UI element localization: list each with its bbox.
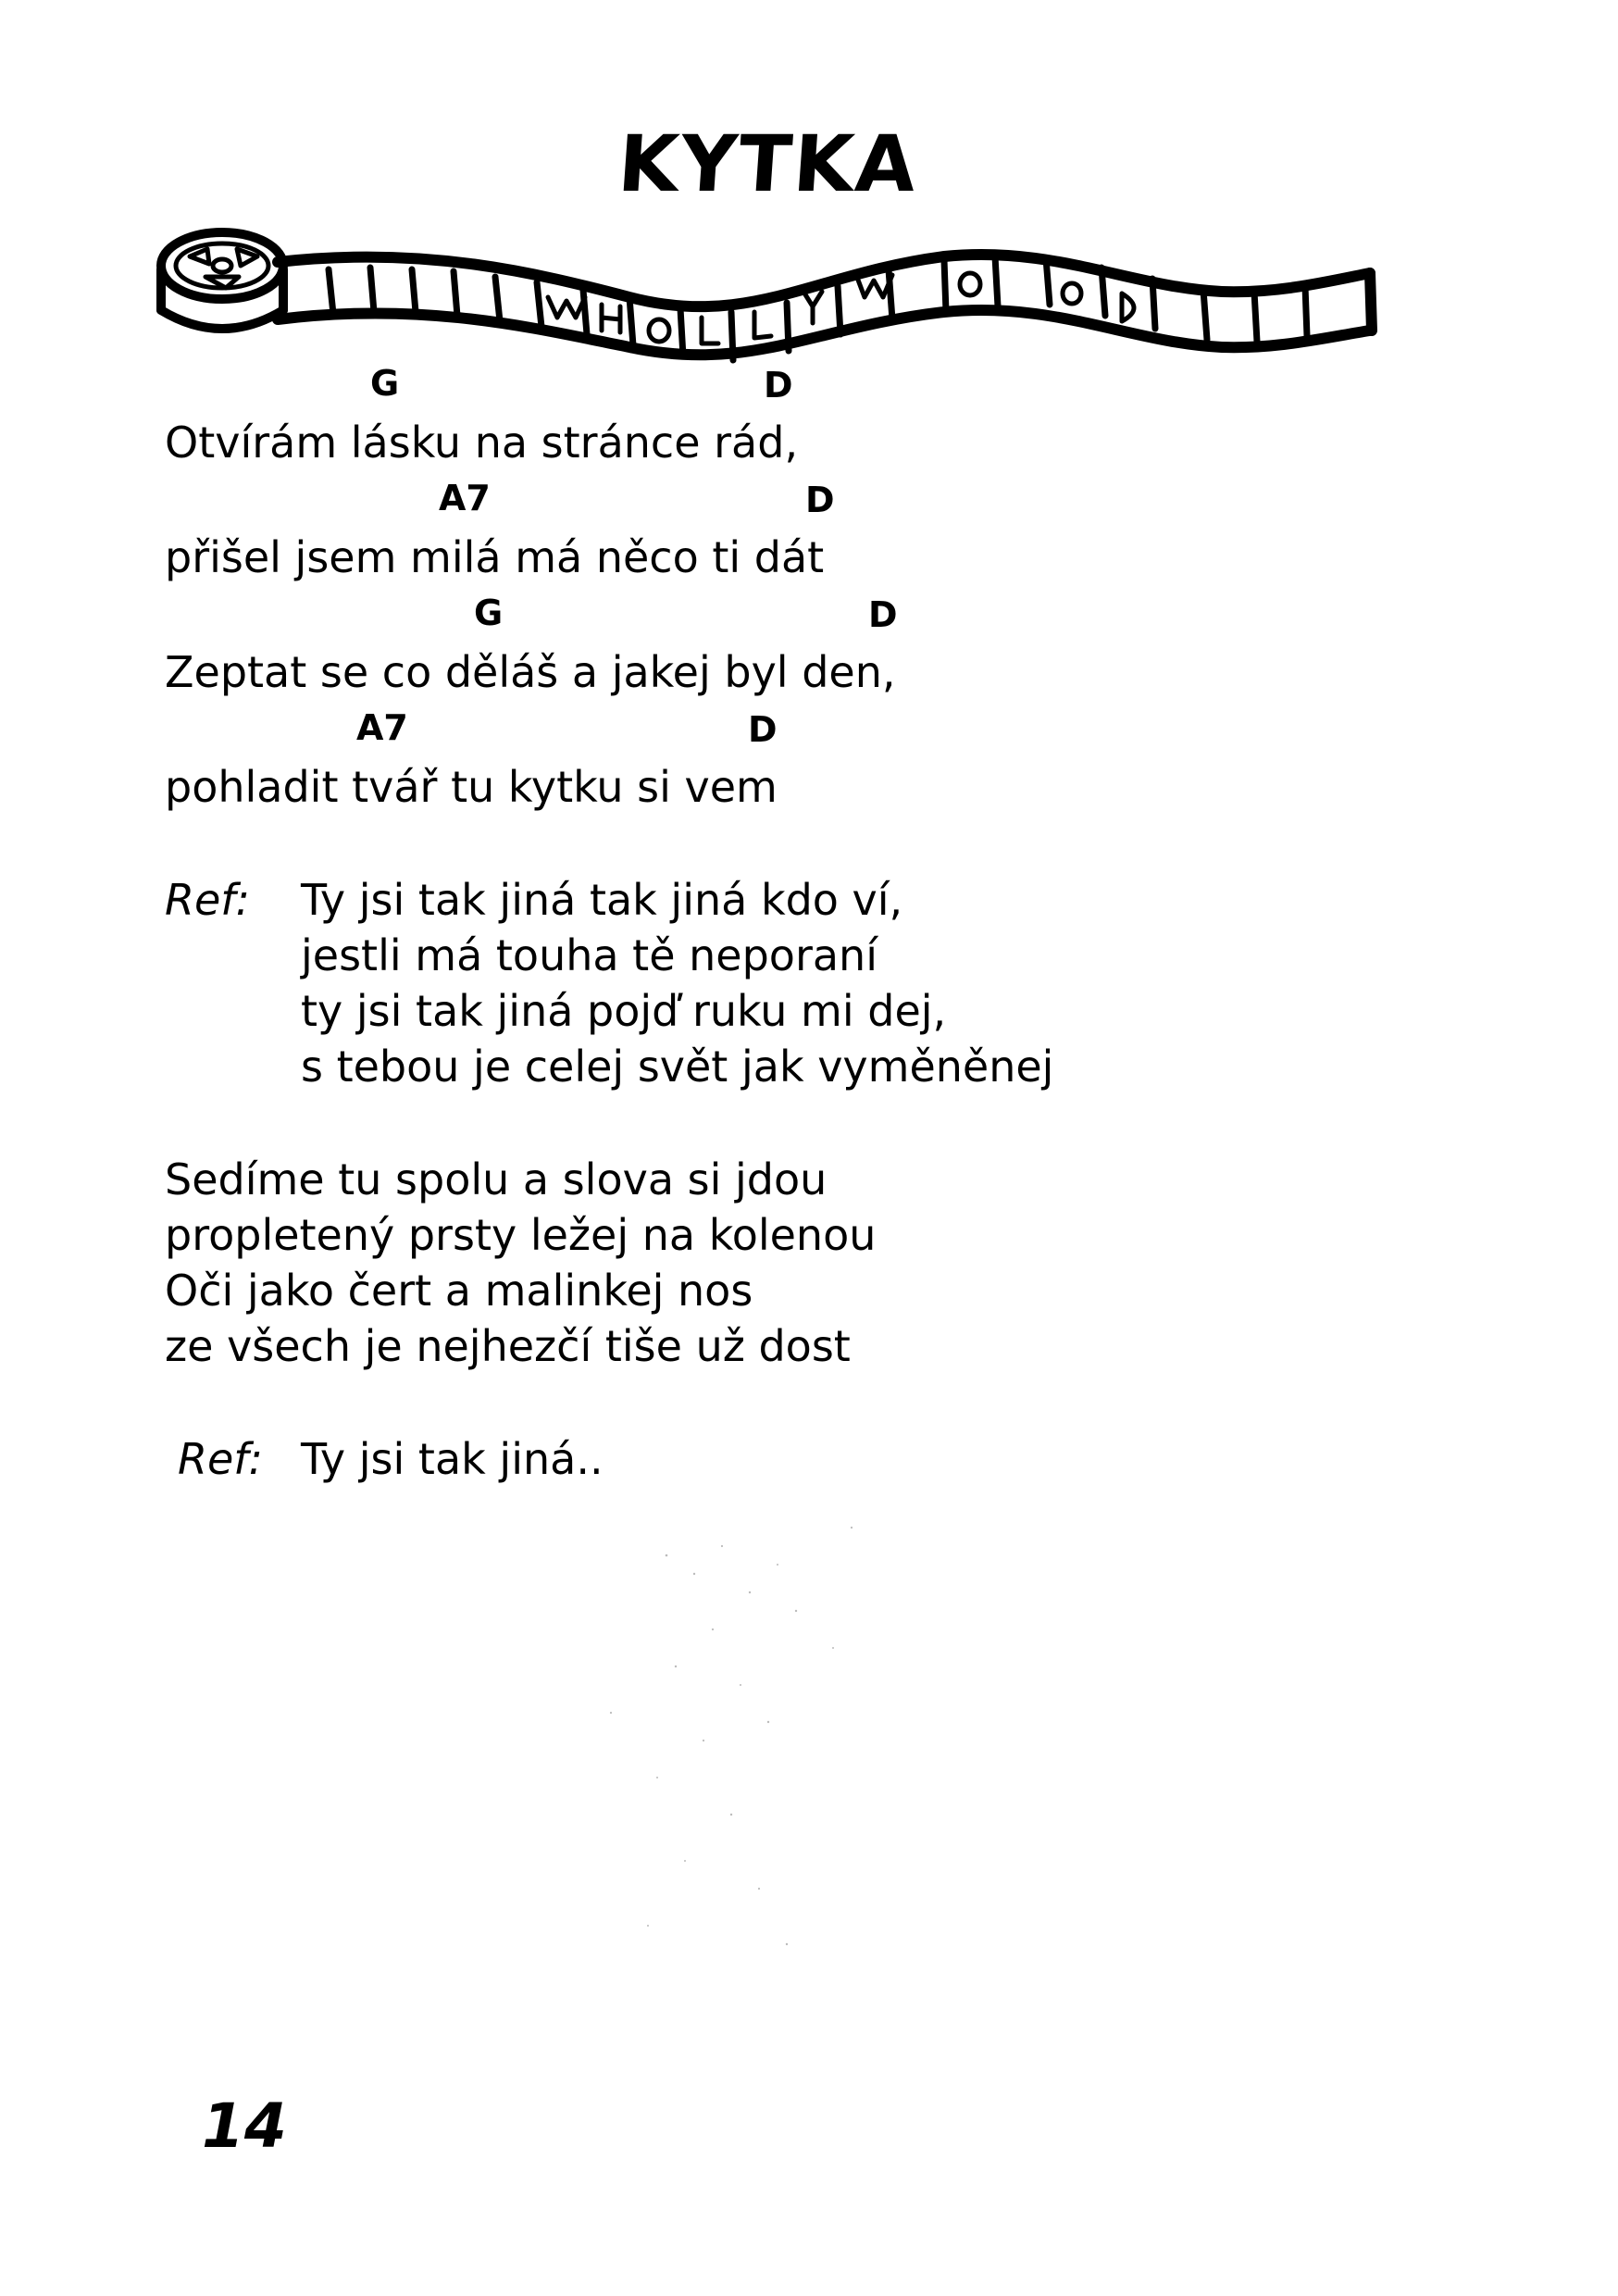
page-number: 14 [202, 2090, 287, 2162]
scan-noise [555, 1444, 926, 2000]
lyric-line: Otvírám lásku na stránce rád, [165, 418, 799, 468]
lyric-line: propletený prsty ležej na kolenou [165, 1210, 877, 1260]
refrain-line: s tebou je celej svět jak vyměněnej [301, 1042, 1054, 1092]
lyric-line: pohladit tvář tu kytku si vem [165, 762, 778, 812]
song-title: KYTKA [615, 119, 921, 209]
chord: A7 [439, 478, 491, 518]
lyric-line: Zeptat se co děláš a jakej byl den, [165, 647, 896, 697]
chord: G [370, 363, 400, 404]
lyric-line: přišel jsem milá má něco ti dát [165, 532, 825, 582]
refrain-label: Ref: [165, 875, 250, 925]
film-reel-banner-icon [148, 208, 1379, 375]
chord: D [805, 480, 835, 520]
chord: G [474, 593, 504, 633]
refrain-repeat-label: Ref: [178, 1434, 263, 1484]
chord: A7 [356, 707, 408, 748]
refrain-line: jestli má touha tě neporaní [301, 930, 877, 980]
chord: D [764, 365, 793, 406]
chord: D [748, 709, 778, 750]
refrain-repeat-line: Ty jsi tak jiná.. [301, 1434, 604, 1484]
lyric-line: ze všech je nejhezčí tiše už dost [165, 1321, 851, 1371]
lyric-line: Sedíme tu spolu a slova si jdou [165, 1154, 828, 1204]
refrain-line: ty jsi tak jiná pojď ruku mi dej, [301, 986, 947, 1036]
lyric-line: Oči jako čert a malinkej nos [165, 1266, 753, 1316]
chord: D [868, 594, 898, 635]
refrain-line: Ty jsi tak jiná tak jiná kdo ví, [301, 875, 903, 925]
